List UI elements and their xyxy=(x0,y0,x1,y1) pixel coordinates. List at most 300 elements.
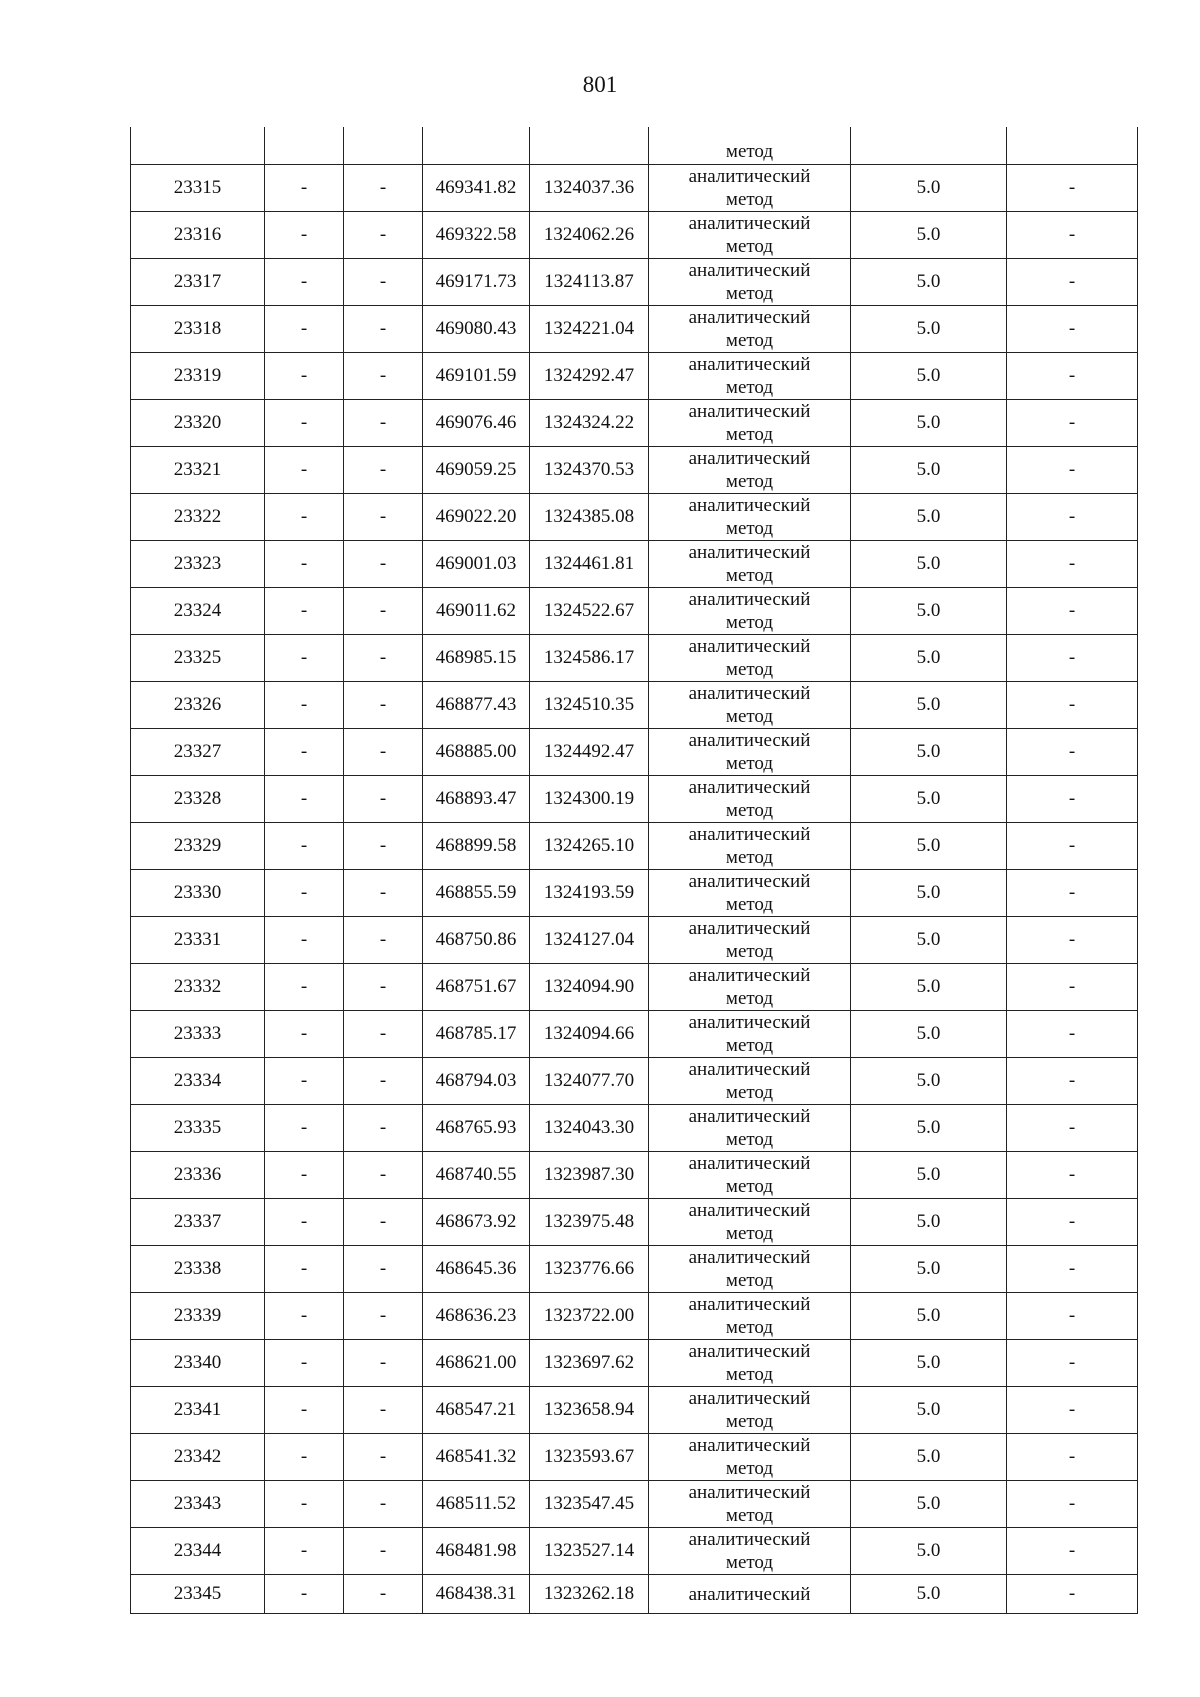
method-line-2: метод xyxy=(725,471,774,492)
cell-dash: - xyxy=(344,306,423,353)
cell-point-id: 23333 xyxy=(131,1011,265,1058)
cell-accuracy: 5.0 xyxy=(851,1246,1007,1293)
cell-dash: - xyxy=(1007,1199,1138,1246)
cell-x-coordinate: 468855.59 xyxy=(423,870,530,917)
cell-dash: - xyxy=(1007,165,1138,212)
cell-point-id: 23325 xyxy=(131,635,265,682)
cell-dash: - xyxy=(265,870,344,917)
cell-accuracy: 5.0 xyxy=(851,1481,1007,1528)
cell-x-coordinate: 469322.58 xyxy=(423,212,530,259)
cell-accuracy: 5.0 xyxy=(851,212,1007,259)
table-row xyxy=(131,1011,1138,1058)
cell-method xyxy=(649,306,851,353)
cell-dash: - xyxy=(265,1481,344,1528)
table-row xyxy=(131,1528,1138,1575)
table-row xyxy=(131,353,1138,400)
method-line-2: метод xyxy=(725,1035,774,1056)
cell-point-id: 23326 xyxy=(131,682,265,729)
cell-dash: - xyxy=(344,447,423,494)
cell-dash: - xyxy=(344,964,423,1011)
cell-point-id: 23341 xyxy=(131,1387,265,1434)
cell-point-id: 23330 xyxy=(131,870,265,917)
cell-dash: - xyxy=(344,1340,423,1387)
cell-x-coordinate: 468645.36 xyxy=(423,1246,530,1293)
cell-point-id: 23320 xyxy=(131,400,265,447)
cell-accuracy: 5.0 xyxy=(851,1011,1007,1058)
cell-x-coordinate: 468985.15 xyxy=(423,635,530,682)
method-line-2: метод xyxy=(725,377,774,398)
cell-y-coordinate: 1324461.81 xyxy=(530,541,649,588)
cell-dash: - xyxy=(1007,212,1138,259)
table-row xyxy=(131,1058,1138,1105)
method-line-1: аналитический xyxy=(688,1059,811,1080)
cell-accuracy: 5.0 xyxy=(851,1340,1007,1387)
method-line-2: метод xyxy=(725,1176,774,1197)
table-row xyxy=(131,1152,1138,1199)
cell-dash: - xyxy=(1007,776,1138,823)
cell-dash: - xyxy=(344,635,423,682)
cell-point-id: 23335 xyxy=(131,1105,265,1152)
cell-dash: - xyxy=(1007,1387,1138,1434)
cell-x-coordinate: 468899.58 xyxy=(423,823,530,870)
method-line-2: метод xyxy=(725,189,774,210)
cell-dash: - xyxy=(265,635,344,682)
cell-dash: - xyxy=(1007,964,1138,1011)
table-row xyxy=(131,400,1138,447)
cell-x-coordinate: 468751.67 xyxy=(423,964,530,1011)
cell-y-coordinate: 1323262.18 xyxy=(530,1575,649,1614)
table-row xyxy=(131,588,1138,635)
method-line-2: метод xyxy=(725,1082,774,1103)
coordinates-table xyxy=(130,127,1138,1614)
cell-dash: - xyxy=(265,1152,344,1199)
cell-dash: - xyxy=(344,1434,423,1481)
cell-method xyxy=(649,682,851,729)
cell-y-coordinate: 1324510.35 xyxy=(530,682,649,729)
cell-point-id: 23334 xyxy=(131,1058,265,1105)
cell-dash: - xyxy=(344,776,423,823)
cell-accuracy: 5.0 xyxy=(851,447,1007,494)
cell-method-fragment: метод xyxy=(649,127,851,165)
method-line-2: метод xyxy=(725,1364,774,1385)
table-row xyxy=(131,1575,1138,1614)
cell-dash: - xyxy=(265,212,344,259)
cell-y-coordinate: 1323697.62 xyxy=(530,1340,649,1387)
cell-dash: - xyxy=(265,1058,344,1105)
cell-method xyxy=(649,823,851,870)
cell-y-coordinate: 1323776.66 xyxy=(530,1246,649,1293)
cell-point-id: 23317 xyxy=(131,259,265,306)
table-row xyxy=(131,729,1138,776)
method-line-2: метод xyxy=(725,236,774,257)
cell-x-coordinate: 468750.86 xyxy=(423,917,530,964)
cell-y-coordinate: 1323658.94 xyxy=(530,1387,649,1434)
cell-dash: - xyxy=(265,729,344,776)
cell-empty xyxy=(851,127,1007,165)
cell-dash: - xyxy=(1007,1481,1138,1528)
cell-y-coordinate: 1324043.30 xyxy=(530,1105,649,1152)
cell-empty xyxy=(131,127,265,165)
cell-dash: - xyxy=(344,494,423,541)
cell-dash: - xyxy=(344,212,423,259)
cell-method xyxy=(649,1199,851,1246)
cell-x-coordinate: 468765.93 xyxy=(423,1105,530,1152)
cell-dash: - xyxy=(1007,1058,1138,1105)
cell-dash: - xyxy=(1007,1434,1138,1481)
cell-x-coordinate: 468481.98 xyxy=(423,1528,530,1575)
cell-accuracy: 5.0 xyxy=(851,964,1007,1011)
cell-dash: - xyxy=(265,541,344,588)
method-line-1: аналитический xyxy=(688,1341,811,1362)
cell-dash: - xyxy=(265,306,344,353)
cell-dash: - xyxy=(265,588,344,635)
cell-accuracy: 5.0 xyxy=(851,1528,1007,1575)
cell-point-id: 23342 xyxy=(131,1434,265,1481)
cell-y-coordinate: 1324300.19 xyxy=(530,776,649,823)
cell-x-coordinate: 469076.46 xyxy=(423,400,530,447)
cell-empty xyxy=(423,127,530,165)
method-line-2: метод xyxy=(725,1223,774,1244)
table-row xyxy=(131,1199,1138,1246)
cell-x-coordinate: 468785.17 xyxy=(423,1011,530,1058)
table-row-continuation xyxy=(131,127,1138,165)
cell-method xyxy=(649,1575,851,1614)
cell-dash: - xyxy=(265,1340,344,1387)
cell-accuracy: 5.0 xyxy=(851,870,1007,917)
cell-y-coordinate: 1324094.66 xyxy=(530,1011,649,1058)
cell-point-id: 23337 xyxy=(131,1199,265,1246)
cell-accuracy: 5.0 xyxy=(851,1434,1007,1481)
method-line-1: аналитический xyxy=(688,1294,811,1315)
table-row xyxy=(131,541,1138,588)
cell-y-coordinate: 1324324.22 xyxy=(530,400,649,447)
cell-accuracy: 5.0 xyxy=(851,1105,1007,1152)
cell-y-coordinate: 1324113.87 xyxy=(530,259,649,306)
cell-accuracy: 5.0 xyxy=(851,400,1007,447)
cell-dash: - xyxy=(1007,1152,1138,1199)
cell-method xyxy=(649,1528,851,1575)
cell-method xyxy=(649,541,851,588)
cell-dash: - xyxy=(265,823,344,870)
method-line-2: метод xyxy=(725,424,774,445)
cell-point-id: 23318 xyxy=(131,306,265,353)
method-line-2: метод xyxy=(725,612,774,633)
method-line-2: метод xyxy=(725,1411,774,1432)
method-line-1: аналитический xyxy=(688,401,811,422)
cell-method xyxy=(649,776,851,823)
cell-method xyxy=(649,870,851,917)
method-line-2: метод xyxy=(725,753,774,774)
cell-y-coordinate: 1324077.70 xyxy=(530,1058,649,1105)
cell-point-id: 23332 xyxy=(131,964,265,1011)
cell-dash: - xyxy=(344,353,423,400)
cell-dash: - xyxy=(1007,1011,1138,1058)
cell-point-id: 23345 xyxy=(131,1575,265,1614)
table-row xyxy=(131,823,1138,870)
cell-y-coordinate: 1323722.00 xyxy=(530,1293,649,1340)
cell-dash: - xyxy=(344,682,423,729)
cell-dash: - xyxy=(1007,1340,1138,1387)
table-body xyxy=(131,127,1138,1614)
cell-point-id: 23327 xyxy=(131,729,265,776)
table-row xyxy=(131,447,1138,494)
cell-y-coordinate: 1324370.53 xyxy=(530,447,649,494)
method-line-2: метод xyxy=(725,1270,774,1291)
cell-x-coordinate: 468877.43 xyxy=(423,682,530,729)
table-row xyxy=(131,165,1138,212)
cell-method xyxy=(649,635,851,682)
cell-point-id: 23321 xyxy=(131,447,265,494)
method-line-2: метод xyxy=(725,565,774,586)
table-row xyxy=(131,776,1138,823)
table-row xyxy=(131,1387,1138,1434)
cell-accuracy: 5.0 xyxy=(851,1058,1007,1105)
cell-dash: - xyxy=(265,1575,344,1614)
cell-dash: - xyxy=(344,1528,423,1575)
cell-x-coordinate: 468673.92 xyxy=(423,1199,530,1246)
cell-accuracy: 5.0 xyxy=(851,306,1007,353)
cell-dash: - xyxy=(344,823,423,870)
cell-method xyxy=(649,212,851,259)
cell-dash: - xyxy=(265,1105,344,1152)
table-row xyxy=(131,682,1138,729)
cell-dash: - xyxy=(1007,635,1138,682)
cell-dash: - xyxy=(1007,1105,1138,1152)
cell-accuracy: 5.0 xyxy=(851,682,1007,729)
cell-x-coordinate: 469011.62 xyxy=(423,588,530,635)
cell-accuracy: 5.0 xyxy=(851,1575,1007,1614)
cell-y-coordinate: 1324193.59 xyxy=(530,870,649,917)
method-line-2: метод xyxy=(725,518,774,539)
cell-point-id: 23316 xyxy=(131,212,265,259)
cell-method xyxy=(649,1011,851,1058)
cell-method xyxy=(649,494,851,541)
method-line-1: аналитический xyxy=(688,354,811,375)
table-row xyxy=(131,1434,1138,1481)
method-line-1: аналитический xyxy=(688,166,811,187)
method-line-1: аналитический xyxy=(688,1247,811,1268)
cell-empty xyxy=(265,127,344,165)
cell-x-coordinate: 468794.03 xyxy=(423,1058,530,1105)
method-line-1: аналитический xyxy=(688,1200,811,1221)
cell-dash: - xyxy=(344,1152,423,1199)
cell-x-coordinate: 468885.00 xyxy=(423,729,530,776)
cell-x-coordinate: 469171.73 xyxy=(423,259,530,306)
method-line-2: метод xyxy=(725,706,774,727)
cell-accuracy: 5.0 xyxy=(851,823,1007,870)
cell-dash: - xyxy=(344,165,423,212)
cell-y-coordinate: 1324094.90 xyxy=(530,964,649,1011)
cell-dash: - xyxy=(1007,917,1138,964)
cell-accuracy: 5.0 xyxy=(851,588,1007,635)
method-line-1: аналитический xyxy=(688,589,811,610)
cell-method xyxy=(649,588,851,635)
method-line-1: аналитический xyxy=(688,1529,811,1550)
cell-method xyxy=(649,729,851,776)
cell-method xyxy=(649,1434,851,1481)
cell-dash: - xyxy=(344,1293,423,1340)
cell-point-id: 23339 xyxy=(131,1293,265,1340)
cell-point-id: 23315 xyxy=(131,165,265,212)
cell-accuracy: 5.0 xyxy=(851,165,1007,212)
method-line-1: аналитический xyxy=(688,1482,811,1503)
cell-dash: - xyxy=(1007,823,1138,870)
table-row xyxy=(131,494,1138,541)
method-line-2: метод xyxy=(725,988,774,1009)
cell-empty xyxy=(1007,127,1138,165)
cell-point-id: 23322 xyxy=(131,494,265,541)
cell-dash: - xyxy=(265,1387,344,1434)
cell-y-coordinate: 1324062.26 xyxy=(530,212,649,259)
cell-accuracy: 5.0 xyxy=(851,1199,1007,1246)
cell-method xyxy=(649,259,851,306)
cell-dash: - xyxy=(344,541,423,588)
cell-point-id: 23331 xyxy=(131,917,265,964)
cell-dash: - xyxy=(265,1011,344,1058)
cell-point-id: 23319 xyxy=(131,353,265,400)
cell-x-coordinate: 469022.20 xyxy=(423,494,530,541)
cell-point-id: 23323 xyxy=(131,541,265,588)
cell-dash: - xyxy=(1007,588,1138,635)
method-line-1: аналитический xyxy=(688,824,811,845)
cell-dash: - xyxy=(344,1199,423,1246)
cell-dash: - xyxy=(1007,494,1138,541)
method-line-1: аналитический xyxy=(688,1153,811,1174)
cell-y-coordinate: 1324492.47 xyxy=(530,729,649,776)
cell-method xyxy=(649,400,851,447)
cell-dash: - xyxy=(265,776,344,823)
method-line-1: аналитический xyxy=(688,871,811,892)
cell-x-coordinate: 468541.32 xyxy=(423,1434,530,1481)
cell-dash: - xyxy=(344,1575,423,1614)
cell-point-id: 23329 xyxy=(131,823,265,870)
cell-x-coordinate: 468547.21 xyxy=(423,1387,530,1434)
cell-accuracy: 5.0 xyxy=(851,729,1007,776)
cell-dash: - xyxy=(344,1481,423,1528)
cell-y-coordinate: 1324265.10 xyxy=(530,823,649,870)
cell-dash: - xyxy=(344,729,423,776)
page-number: 801 xyxy=(582,72,618,97)
cell-method xyxy=(649,447,851,494)
cell-y-coordinate: 1323593.67 xyxy=(530,1434,649,1481)
cell-accuracy: 5.0 xyxy=(851,776,1007,823)
cell-dash: - xyxy=(1007,353,1138,400)
method-line-1: аналитический xyxy=(688,1388,811,1409)
cell-y-coordinate: 1324221.04 xyxy=(530,306,649,353)
method-line-2: метод xyxy=(725,659,774,680)
cell-accuracy: 5.0 xyxy=(851,1387,1007,1434)
method-line-1: аналитический xyxy=(688,1583,811,1605)
method-line-1: аналитический xyxy=(688,542,811,563)
table-row xyxy=(131,259,1138,306)
cell-method xyxy=(649,1152,851,1199)
cell-point-id: 23336 xyxy=(131,1152,265,1199)
method-line-1: аналитический xyxy=(688,260,811,281)
method-line-1: аналитический xyxy=(688,307,811,328)
cell-y-coordinate: 1324292.47 xyxy=(530,353,649,400)
cell-method xyxy=(649,1105,851,1152)
cell-dash: - xyxy=(265,682,344,729)
cell-method xyxy=(649,1340,851,1387)
method-line-1: аналитический xyxy=(688,1106,811,1127)
table-row xyxy=(131,1246,1138,1293)
cell-x-coordinate: 468893.47 xyxy=(423,776,530,823)
cell-x-coordinate: 469059.25 xyxy=(423,447,530,494)
cell-dash: - xyxy=(1007,682,1138,729)
cell-y-coordinate: 1324037.36 xyxy=(530,165,649,212)
table-row xyxy=(131,1293,1138,1340)
cell-accuracy: 5.0 xyxy=(851,541,1007,588)
cell-x-coordinate: 468511.52 xyxy=(423,1481,530,1528)
cell-method xyxy=(649,1481,851,1528)
cell-dash: - xyxy=(1007,1293,1138,1340)
cell-y-coordinate: 1323975.48 xyxy=(530,1199,649,1246)
method-line-2: метод xyxy=(725,1317,774,1338)
cell-y-coordinate: 1324522.67 xyxy=(530,588,649,635)
method-line-2: метод xyxy=(725,894,774,915)
cell-method xyxy=(649,1058,851,1105)
cell-dash: - xyxy=(265,1199,344,1246)
cell-method xyxy=(649,353,851,400)
cell-dash: - xyxy=(1007,447,1138,494)
cell-accuracy: 5.0 xyxy=(851,635,1007,682)
method-line-2: метод xyxy=(725,847,774,868)
method-line-1: аналитический xyxy=(688,448,811,469)
table-row xyxy=(131,1340,1138,1387)
cell-y-coordinate: 1324385.08 xyxy=(530,494,649,541)
cell-y-coordinate: 1323987.30 xyxy=(530,1152,649,1199)
cell-method xyxy=(649,1387,851,1434)
method-line-2: метод xyxy=(725,1458,774,1479)
cell-point-id: 23343 xyxy=(131,1481,265,1528)
cell-empty xyxy=(530,127,649,165)
cell-dash: - xyxy=(344,1105,423,1152)
cell-accuracy: 5.0 xyxy=(851,1293,1007,1340)
cell-method xyxy=(649,1246,851,1293)
table-row xyxy=(131,964,1138,1011)
cell-point-id: 23340 xyxy=(131,1340,265,1387)
cell-dash: - xyxy=(344,1246,423,1293)
cell-dash: - xyxy=(265,447,344,494)
cell-dash: - xyxy=(344,917,423,964)
cell-dash: - xyxy=(265,1434,344,1481)
cell-dash: - xyxy=(265,917,344,964)
cell-point-id: 23328 xyxy=(131,776,265,823)
cell-dash: - xyxy=(1007,1246,1138,1293)
table-row xyxy=(131,1481,1138,1528)
cell-dash: - xyxy=(265,1528,344,1575)
method-line-1: аналитический xyxy=(688,777,811,798)
cell-point-id: 23324 xyxy=(131,588,265,635)
cell-x-coordinate: 468621.00 xyxy=(423,1340,530,1387)
cell-dash: - xyxy=(265,964,344,1011)
method-line-1: аналитический xyxy=(688,495,811,516)
method-line-2: метод xyxy=(725,1505,774,1526)
table-row xyxy=(131,635,1138,682)
cell-point-id: 23338 xyxy=(131,1246,265,1293)
cell-dash: - xyxy=(344,1011,423,1058)
cell-method xyxy=(649,1293,851,1340)
method-line-2: метод xyxy=(725,941,774,962)
method-line-2: метод xyxy=(725,283,774,304)
cell-dash: - xyxy=(344,1387,423,1434)
cell-x-coordinate: 469080.43 xyxy=(423,306,530,353)
cell-dash: - xyxy=(1007,870,1138,917)
cell-accuracy: 5.0 xyxy=(851,917,1007,964)
cell-dash: - xyxy=(344,1058,423,1105)
cell-dash: - xyxy=(1007,259,1138,306)
method-line-1: аналитический xyxy=(688,213,811,234)
